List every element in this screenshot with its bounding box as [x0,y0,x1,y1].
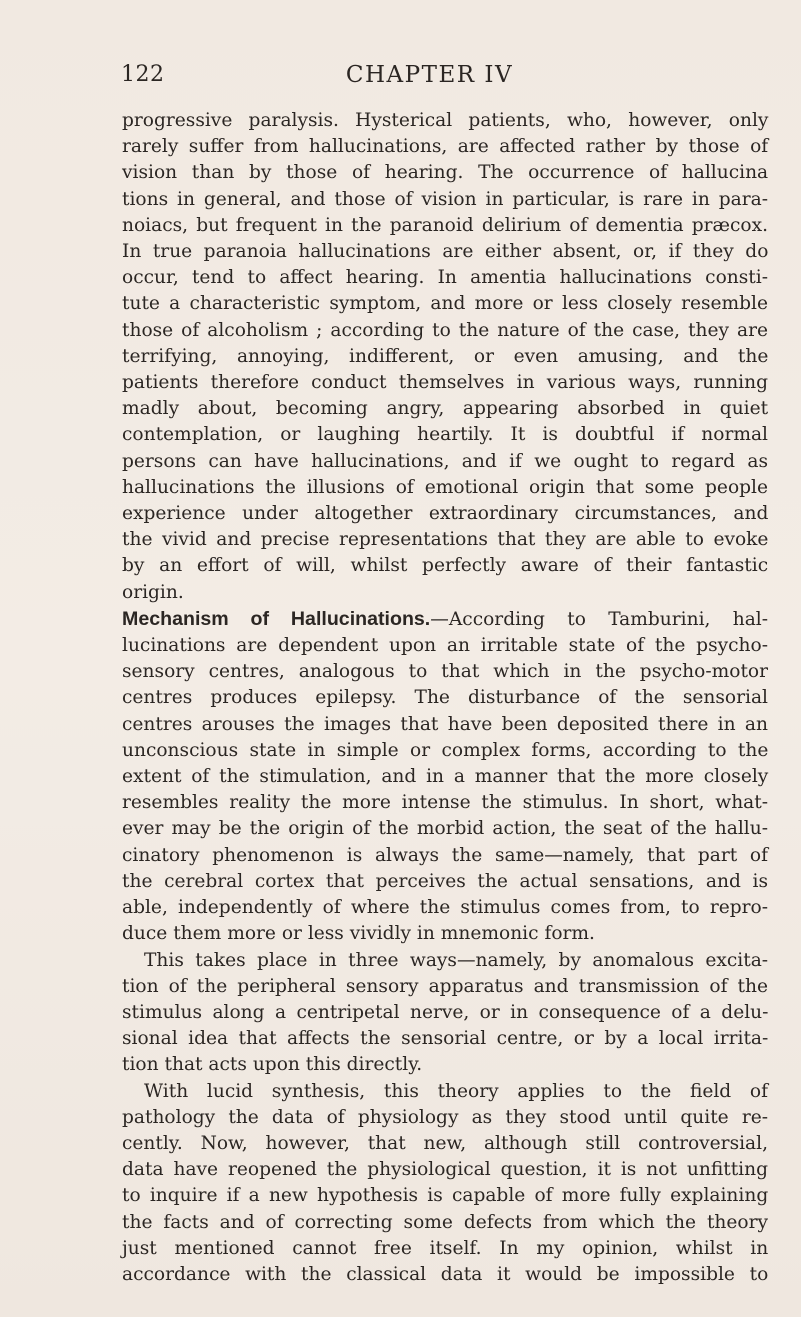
text-line: With lucid synthesis, this theory applies to the field of [144,1080,768,1102]
text-line: rarely suffer from hallucinations, are affected rather by those of [122,136,769,158]
text-line: tion that acts upon this directly. [122,1054,423,1076]
text-line: This takes place in three ways—namely, by anomalous excita- [144,949,769,971]
text-line: those of alcoholism ; according to the nature of the case, they are [122,319,768,341]
text-line: tute a characteristic symptom, and more or less closely resemble [122,293,768,315]
text-line: cently. Now, however, that new, although still controversial, [122,1132,768,1154]
text-line: pathology the data of physiology as they stood until quite re- [122,1106,768,1128]
paragraph-2 [122,606,768,948]
text-line: accordance with the classical data it would be impossible to [122,1263,769,1285]
paragraph-4 [122,1079,768,1289]
text-line: tions in general, and those of vision in particular, is rare in para- [122,188,768,210]
text-line: terrifying, annoying, indifferent, or even amusing, and the [122,345,769,367]
text-line: by an effort of will, whilst perfectly aware of their fantastic [122,555,769,577]
paragraph-3 [122,948,768,1079]
text-line: noiacs, but frequent in the paranoid delirium of dementia præcox. [122,214,768,236]
paragraph-1 [122,108,768,606]
text-line: occur, tend to affect hearing. In amentia hallucinations consti- [122,267,768,289]
text-line: data have reopened the physiological question, it is not unfitting [122,1159,768,1181]
text-line: centres arouses the images that have been deposited there in an [122,713,768,735]
text-line: sional idea that affects the sensorial centre, or by a local irrita- [122,1028,769,1050]
text-line: contemplation, or laughing heartily. It is doubtful if normal [122,424,768,446]
text-line: vision than by those of hearing. The occurrence of hallucina [122,162,769,184]
body-text [122,108,768,1288]
text-line [122,606,768,633]
text-line: sensory centres, analogous to that which in the psycho-motor [122,661,768,683]
text-line: centres produces epilepsy. The disturbance of the sensorial [122,687,768,709]
text-line: the facts and of correcting some defects from which the theory [122,1211,768,1233]
page-number: 122 [121,62,165,87]
text-line: the cerebral cortex that perceives the actual sensations, and is [122,870,768,892]
text-line: hallucinations the illusions of emotional origin that some people [122,476,768,498]
text-line: tion of the peripheral sensory apparatus and transmission of the [122,975,768,997]
text-line: patients therefore conduct themselves in various ways, running [122,372,768,394]
text-line: duce them more or less vividly in mnemonic form. [122,923,595,945]
text-line: origin. [122,581,184,603]
text-line: stimulus along a centripetal nerve, or in consequence of a delu- [122,1001,769,1023]
text-line: lucinations are dependent upon an irritable state of the psycho- [122,635,768,657]
running-head: CHAPTER IV [345,62,514,88]
text-line: unconscious state in simple or complex forms, according to the [122,739,769,761]
text-line: just mentioned cannot free itself. In my opinion, whilst in [122,1237,769,1259]
text-line: to inquire if a new hypothesis is capable of more fully explaining [122,1185,769,1207]
text-line: progressive paralysis. Hysterical patients, who, however, only [122,110,769,131]
text-line: experience under altogether extraordinary circumstances, and [122,503,769,525]
heading-continuation: —According to Tamburini, hal- [430,608,769,630]
text-line: cinatory phenomenon is always the same—namely, that part of [122,844,768,866]
text-line: able, independently of where the stimulus comes from, to repro- [122,897,769,919]
text-line: resembles reality the more intense the stimulus. In short, what- [122,792,769,814]
text-line: In true paranoia hallucinations are either absent, or, if they do [122,241,769,263]
section-heading: Mechanism of Hallucinations. [122,607,431,630]
text-line: ever may be the origin of the morbid action, the seat of the hallu- [122,818,768,840]
text-line: extent of the stimulation, and in a manner that the more closely [122,766,769,788]
text-line: the vivid and precise representations that they are able to evoke [122,529,769,551]
text-line: persons can have hallucinations, and if we ought to regard as [122,450,768,472]
text-line: madly about, becoming angry, appearing absorbed in quiet [122,398,769,420]
